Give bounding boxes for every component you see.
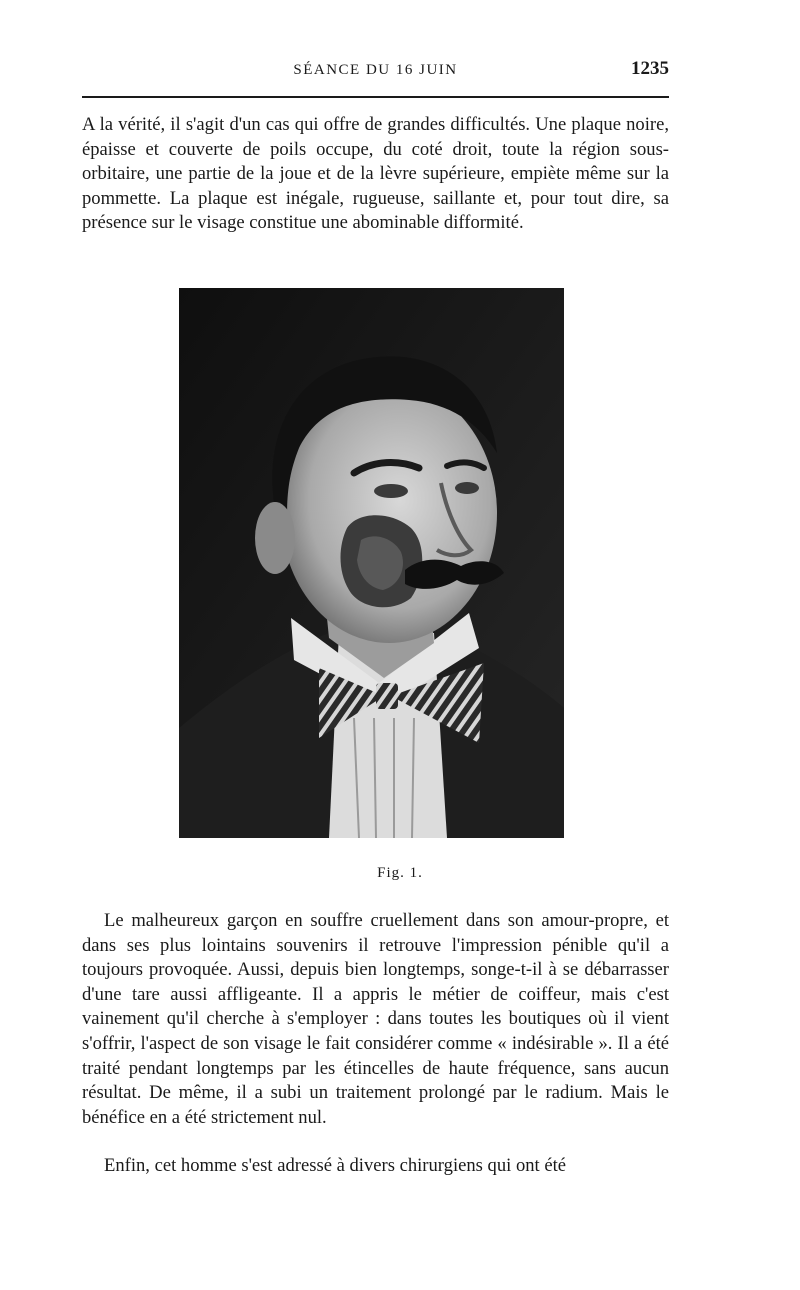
page-number: 1235 (631, 58, 669, 79)
paragraph-surgeons: Enfin, cet homme s'est adressé à divers chirurgiens qui ont été (104, 1155, 567, 1176)
paragraph-intro: A la vérité, il s'agit d'un cas qui offre de grandes difficultés. Une plaque noire, épaisse et couverte de poils occupe, du coté droit, toute la région sous-orbitaire, une partie de la joue et de la lèvre supérieure, empiète même sur la pommette. La plaque est inégale, rugueuse, saillante et, pour tout dire, sa présence sur le visage constitue une abominable difformité. (82, 114, 669, 234)
paragraph-history: Le malheureux garçon en souffre cruellement dans son amour-propre, et dans ses plus lointains souvenirs il retrouve l'impression pénible qu'il a toujours provoquée. Aussi, depuis bien longtemps, songe-t-il à se débarrasser d'une tare aussi affligeante. Il a appris le métier de coiffeur, mais c'est vainement qu'il cherche à s'employer : dans toutes les boutiques où il vient s'offrir, l'aspect de son visage le fait considérer comme « indésirable ». Il a été traité pendant longtemps par les étincelles de haute fréquence, sans aucun résultat. De même, il a subi un traitement prolongé par le radium. Mais le bénéfice en a été strictement nul. (82, 910, 669, 1128)
figure-caption: Fig. 1. (377, 865, 423, 881)
figure-photograph (179, 288, 564, 838)
header-rule (82, 96, 669, 98)
running-title: SÉANCE DU 16 JUIN (293, 62, 458, 78)
page-header (82, 52, 669, 88)
